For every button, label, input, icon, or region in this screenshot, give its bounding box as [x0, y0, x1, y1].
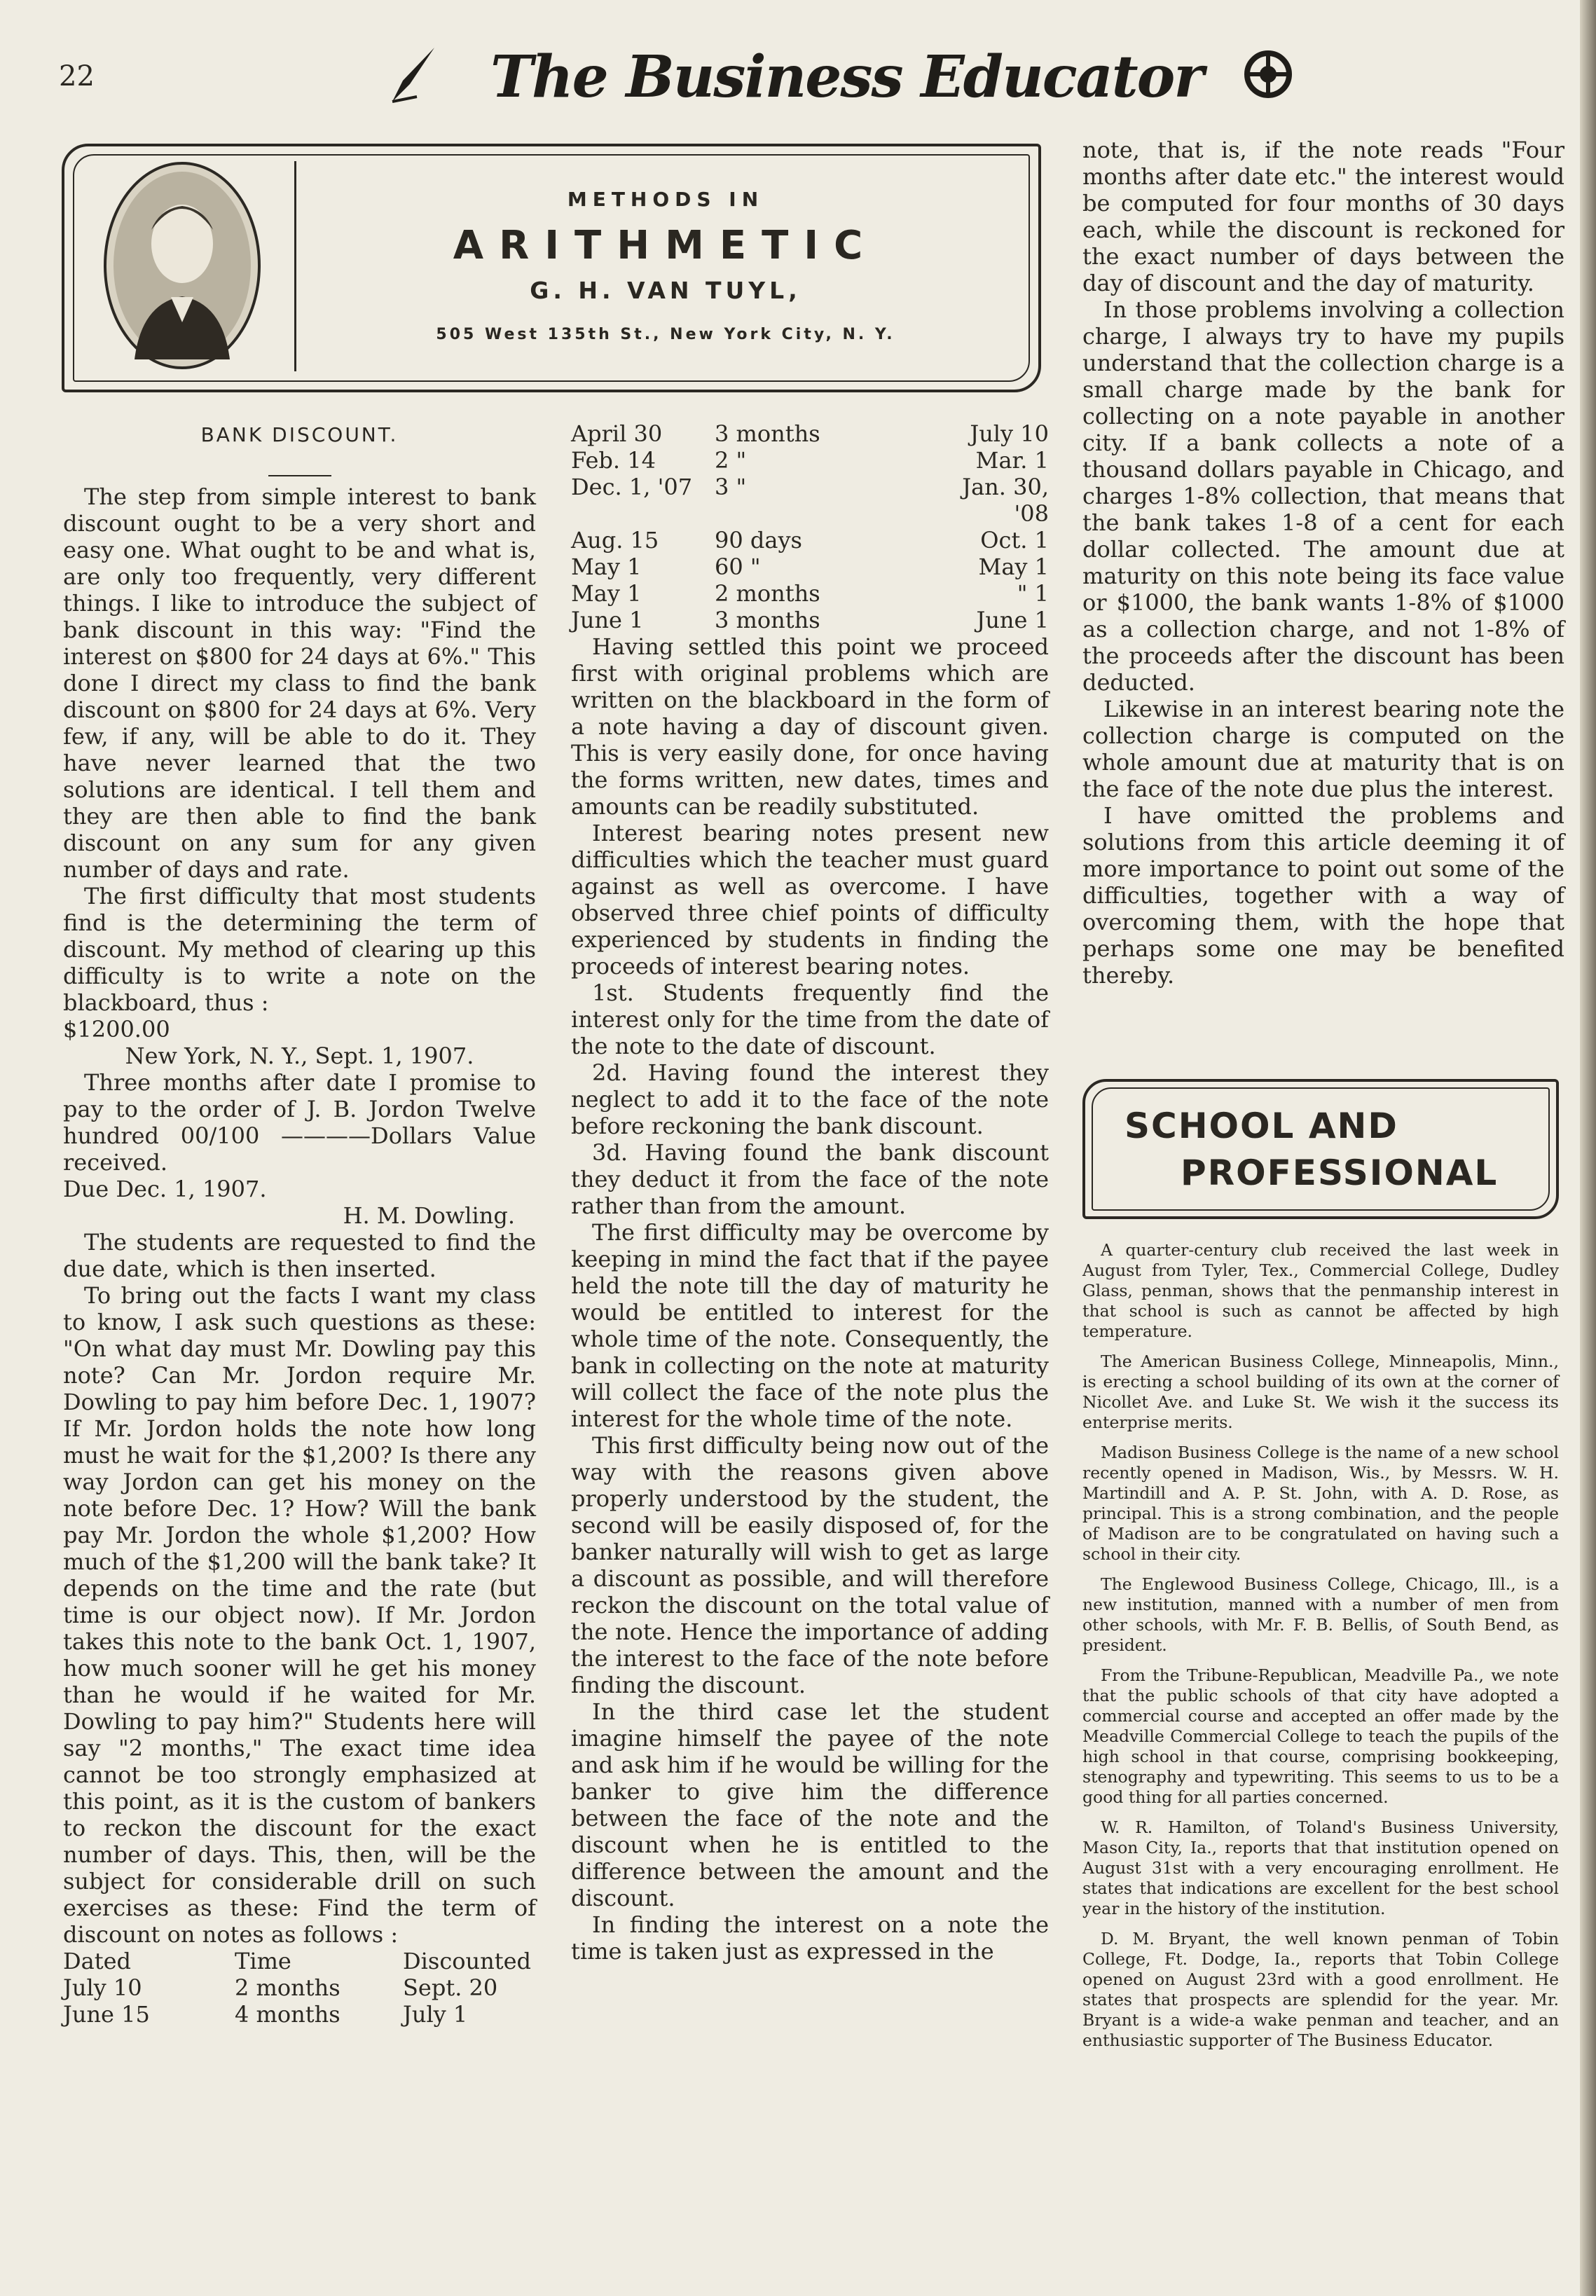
table-cell: 2 ": [715, 447, 747, 474]
table-header: Dated: [63, 1948, 132, 1974]
emblem-icon: [1240, 46, 1296, 102]
table-cell: 4 months: [235, 2001, 340, 2028]
table-cell: 2 months: [715, 580, 820, 607]
table-cell: 3 months: [715, 607, 820, 633]
table-cell: Mar. 1: [975, 447, 1049, 474]
article-title: ARITHMETIC: [453, 223, 879, 268]
paragraph: In those problems involving a collection charge, I always try to have my pupils understand that the collection charge is a small charge made by the bank for collecting on a note payable in another city. If a bank collects a note of a thousand dollars payable in Chicago, and charges 1-8% collection, that means that the bank takes 1-8 of a cent for each dollar collected. The amount due at maturity on this note being its face value or $1000, the bank wants 1-8% of $1000 as a collection charge, and not 1-8% of the proceeds after the discount has been deducted.: [1082, 296, 1564, 696]
paragraph: Likewise in an interest bearing note the collection charge is computed on the whole amount due at maturity that is on the face of the note due plus the interest.: [1082, 696, 1564, 802]
discount-table: [63, 1948, 536, 2028]
paragraph: In the third case let the student imagine himself the payee of the note and ask him if he would be willing for the banker to give him the difference between the face of the note and the discount when he is entitled to the difference between the amount and the discount.: [571, 1698, 1049, 1911]
paragraph: This first difficulty being now out of the way with the reasons given above properly understood by the student, the second will be easily disposed of, for the banker naturally will wish to get as large a discount as possible, and will therefore reckon the discount on the total value of the note. Hence the importance of adding the interest to the face of the note before finding the discount.: [571, 1432, 1049, 1698]
table-cell: May 1: [571, 580, 642, 607]
news-item: From the Tribune-Republican, Meadville Pa., we note that the public schools of that city have adopted a commercial course and accepted an offer made by the Meadville Commercial College to teach the pupils of the high school in that course, comprising bookkeeping, stenography and typewriting. This seems to us to be a good thing for all parties concerned.: [1082, 1665, 1559, 1807]
paragraph: Interest bearing notes present new difficulties which the teacher must guard against as well as overcome. I have observed three chief points of difficulty experienced by students in finding the proceeds of interest bearing notes.: [571, 820, 1049, 979]
paragraph: The step from simple interest to bank discount ought to be a very short and easy one. What ought to be and what is, are only too frequently, very different things. I like to introduce the subject of bank discount in this way: "Find the interest on $800 for 24 days at 6%." This done I direct my class to find the bank discount on $800 for 24 days at 6%. Very few, if any, will be able to do it. They have never learned that the two solutions are identical. I tell them and they are then able to find the bank discount on any sum for any given number of days and rate.: [63, 483, 536, 883]
note-amount: $1200.00: [63, 1016, 170, 1043]
news-item: Madison Business College is the name of a new school recently opened in Madison, Wis., by Messrs. W. H. Martindill and A. P. St. John, with A. D. Rose, as principal. This is a strong combination, and the people of Madison are to be congratulated on having such a school in their city.: [1082, 1443, 1559, 1564]
paragraph: The first difficulty may be overcome by keeping in mind the fact that if the payee held the note till the day of maturity he would be entitled to interest for the whole time of the note. Consequently, the bank in collecting on the note at maturity will collect the face of the note plus the interest for the whole time of the note.: [571, 1219, 1049, 1432]
quill-icon: [389, 42, 438, 105]
news-item: D. M. Bryant, the well known penman of Tobin College, Ft. Dodge, Ia., reports that Tobin College opened on August 23rd with a good enrollment. He states that prospects are splendid for the year. Mr. Bryant is a wide-a wake penman and teacher, and an enthusiastic supporter of The Business Educator.: [1082, 1929, 1559, 2050]
news-item: A quarter-century club received the last week in August from Tyler, Tex., Commercial College, Dudley Glass, penman, shows that the penmanship interest in that school is such as cannot be affected by high temperature.: [1082, 1240, 1559, 1341]
paragraph: I have omitted the problems and solutions from this article deeming it of more importance to point out some of the difficulties, together with a way of overcoming them, with the hope that perhaps some one may be benefited thereby.: [1082, 802, 1564, 989]
paragraph: In finding the interest on a note the time is taken just as expressed in the: [571, 1911, 1049, 1965]
table-cell: 90 days: [715, 527, 802, 554]
paragraph: note, that is, if the note reads "Four months after date etc." the interest would be computed for four months of 30 days each, while the discount is reckoned for the exact number of days between the day of discount and the day of maturity.: [1082, 137, 1564, 296]
paragraph: 1st. Students frequently find the interest only for the time from the date of the note to the date of discount.: [571, 979, 1049, 1059]
note-signature: H. M. Dowling.: [343, 1202, 515, 1229]
table-cell: 3 ": [715, 474, 747, 500]
paragraph: 3d. Having found the bank discount they deduct it from the face of the note rather than from the amount.: [571, 1139, 1049, 1219]
school-professional-title-line2: PROFESSIONAL: [1181, 1153, 1499, 1193]
table-cell: Feb. 14: [571, 447, 656, 474]
page-edge-shadow: [1580, 0, 1596, 2296]
table-cell: 2 months: [235, 1974, 340, 2001]
discount-table-continued: [571, 420, 1049, 633]
table-cell: 3 months: [715, 420, 820, 447]
masthead: The Business Educator: [490, 43, 1203, 111]
table-cell: Aug. 15: [571, 527, 659, 554]
article-column-2: [571, 420, 1049, 1965]
article-column-1: [63, 483, 536, 2028]
author-portrait: [99, 160, 265, 371]
table-cell: Sept. 20: [403, 1974, 498, 2001]
table-cell: May 1: [978, 554, 1049, 580]
paragraph: To bring out the facts I want my class to know, I ask such questions as these: "On what day must Mr. Dowling pay this note? Can Mr. Jordon require Mr. Dowling to pay him before Dec. 1, 1907? If Mr. Jordon holds the note how long must he wait for the $1,200? Is there any way Jordon can get his money on the note before Dec. 1? How? Will the bank pay Mr. Jordon the whole $1,200? How much of the $1,200 will the bank take? It depends on the time and the rate (but time is our object now). If Mr. Jordon takes this note to the bank Oct. 1, 1907, how much sooner will he get his money than he would if he waited for Mr. Dowling to pay him?" Students here will say "2 months," The exact time idea cannot be too strongly emphasized at this point, as it is the custom of bankers to reckon the discount for the exact number of days. This, then, will be the subject for considerable drill on such exercises as these: Find the term of discount on notes as follows :: [63, 1282, 536, 1948]
table-cell: June 15: [63, 2001, 150, 2028]
school-professional-news: [1082, 1240, 1559, 2061]
table-cell: June 1: [571, 607, 644, 633]
article-author: G. H. VAN TUYL,: [530, 277, 802, 304]
article-column-3: [1082, 137, 1564, 989]
note-due: Due Dec. 1, 1907.: [63, 1176, 267, 1202]
section-title: BANK DISCOUNT.: [200, 423, 399, 446]
news-item: The Englewood Business College, Chicago, Ill., is a new institution, manned with a number of men from other schools, with Mr. F. B. Bellis, of South Bend, as president.: [1082, 1574, 1559, 1655]
table-cell: June 1: [976, 607, 1049, 633]
paragraph: Having settled this point we proceed first with original problems which are written on the blackboard in the form of a note having a day of discount given. This is very easily done, for once having the forms written, new dates, times and amounts can be readily substituted.: [571, 633, 1049, 820]
table-cell: July 1: [403, 2001, 468, 2028]
table-cell: Jan. 30, '08: [962, 474, 1049, 527]
table-cell: July 10: [970, 420, 1049, 447]
page-number: 22: [59, 60, 95, 92]
section-divider: [268, 475, 331, 476]
note-body: Three months after date I promise to pay to the order of J. B. Jordon Twelve hundred 00/100 ————Dollars Value received.: [63, 1069, 536, 1176]
paragraph: The students are requested to find the due date, which is then inserted.: [63, 1229, 536, 1282]
table-cell: April 30: [571, 420, 663, 447]
school-professional-title: SCHOOL AND: [1124, 1106, 1398, 1146]
news-item: W. R. Hamilton, of Toland's Business University, Mason City, Ia., reports that that institution opened on August 31st with a very encouraging enrollment. He states that indications are excellent for the best school year in the history of the institution.: [1082, 1817, 1559, 1918]
table-header: Time: [235, 1948, 291, 1974]
table-cell: May 1: [571, 554, 642, 580]
table-cell: 60 ": [715, 554, 761, 580]
news-item: The American Business College, Minneapolis, Minn., is erecting a school building of its own at the corner of Nicollet Ave. and Luke St. We wish it the success its enterprise merits.: [1082, 1352, 1559, 1432]
table-cell: " 1: [1017, 580, 1049, 607]
table-cell: Oct. 1: [980, 527, 1049, 554]
table-cell: July 10: [63, 1974, 142, 2001]
table-cell: Dec. 1, '07: [571, 474, 693, 500]
paragraph: 2d. Having found the interest they neglect to add it to the face of the note before reckoning the bank discount.: [571, 1059, 1049, 1139]
paragraph: The first difficulty that most students find is the determining the term of discount. My method of clearing up this difficulty is to write a note on the blackboard, thus :: [63, 883, 536, 1016]
article-kicker: METHODS IN: [567, 188, 764, 211]
table-header: Discounted: [403, 1948, 531, 1974]
author-address: 505 West 135th St., New York City, N. Y.: [436, 326, 895, 343]
note-place-date: New York, N. Y., Sept. 1, 1907.: [125, 1043, 474, 1069]
